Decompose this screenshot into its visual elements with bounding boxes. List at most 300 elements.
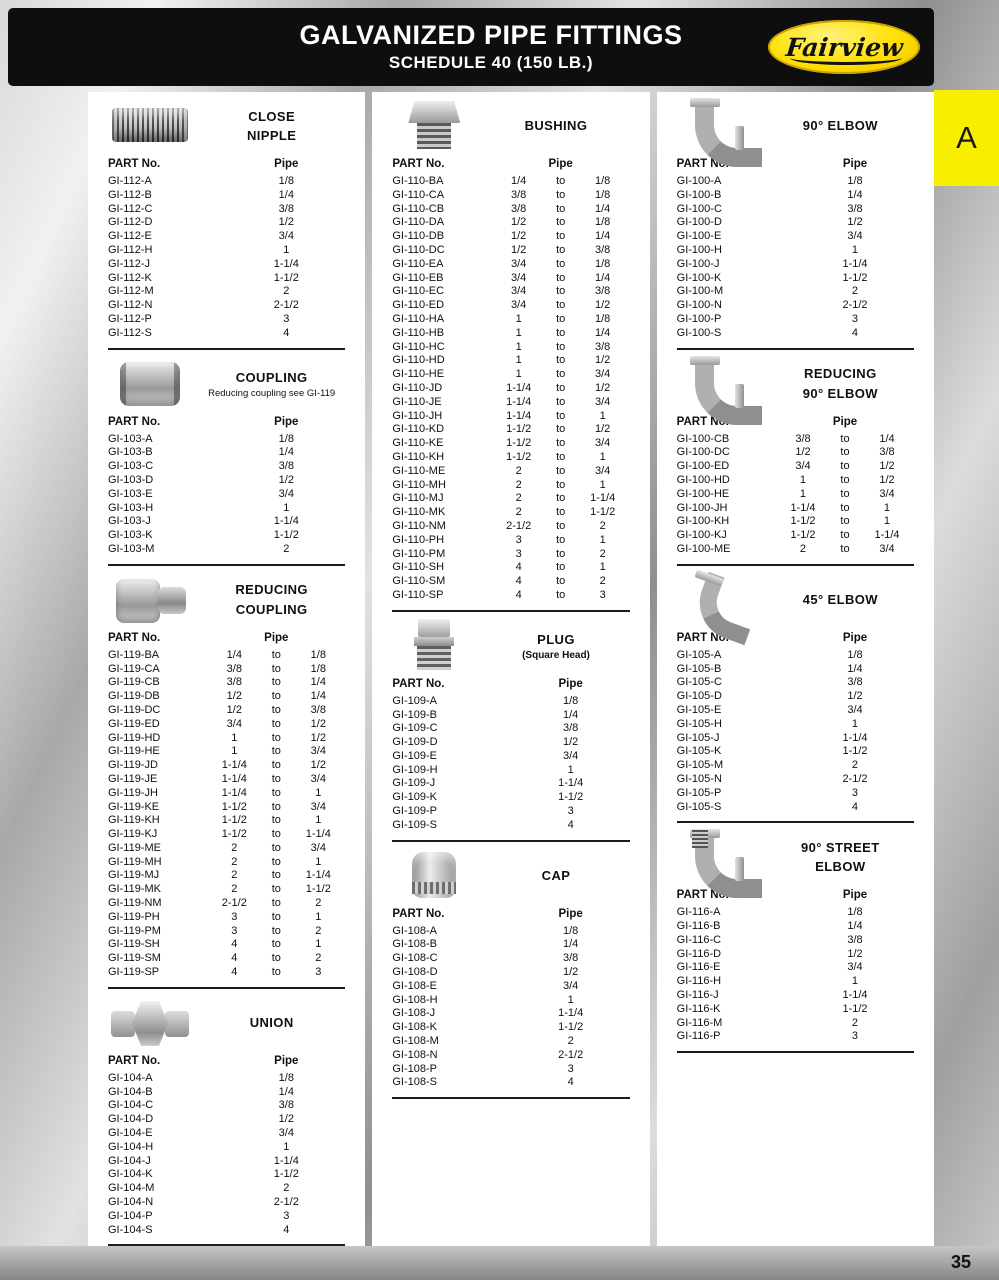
pipe-size-from: 3/4 [795,460,811,473]
pipe-size: 2-1/2 [842,772,868,785]
45-elbow-photo [677,572,761,628]
table-row [108,814,345,828]
range-joiner: to [271,924,281,937]
part-number: GI-105-N [676,772,722,785]
table-row [108,856,345,870]
part-number: GI-119-KH [108,814,160,827]
photo-art [735,384,744,408]
pipe-size-from: 2 [231,883,238,896]
table-row [392,285,629,299]
part-number: GI-119-MK [108,883,161,896]
range-joiner: to [840,487,850,500]
section-90-street-elbow [657,829,934,1053]
index-tab-a: A [934,90,999,186]
part-number: GI-108-H [392,993,438,1006]
pipe-size: 2 [851,285,859,298]
table-row [677,948,914,962]
pipe-size-to: 1 [315,855,322,868]
table-row [108,1127,345,1141]
part-number: GI-104-A [108,1071,153,1084]
pipe-size-to: 1-1/4 [874,529,900,542]
part-number: GI-104-K [108,1168,153,1181]
part-number: GI-105-A [676,648,722,661]
90-street-elbow-titlebox [767,838,914,877]
pipe-size-from: 2-1/2 [221,897,247,910]
table-row [392,589,629,603]
section-title [767,116,914,136]
table-row [677,704,914,718]
part-number: GI-108-P [392,1062,437,1075]
table-row [677,934,914,948]
table-row [108,773,345,787]
pipe-size: 2-1/2 [558,1048,584,1061]
table-row [392,1076,629,1090]
table-row [108,1113,345,1127]
pipe-size: 1 [283,243,290,256]
pipe-size: 3 [851,786,859,799]
pipe-size: 1/8 [847,906,863,919]
part-number: GI-119-DC [108,703,161,716]
pipe-size: 4 [283,326,290,339]
part-number: GI-110-HE [392,368,445,381]
pipe-col-header: Pipe [842,631,868,644]
table-row [677,543,914,557]
part-number: GI-119-KJ [108,828,158,841]
section-divider [392,610,629,612]
table-row [677,189,914,203]
pipe-size-from: 3/8 [511,188,527,201]
pipe-size: 1-1/4 [558,777,584,790]
table-row [677,244,914,258]
pipe-col-header: Pipe [832,415,858,428]
section-45-elbow [657,572,934,824]
pipe-size-to: 1/2 [310,717,326,730]
coupling-head [108,356,345,412]
table-row [392,382,629,396]
pipe-size-to: 1/8 [595,257,611,270]
table-row [677,327,914,341]
section-plug [372,618,649,842]
pipe-size-from: 1-1/2 [506,423,532,436]
part-col-header: PART No. [108,415,161,428]
pipe-size-from: 1-1/4 [506,381,532,394]
45-elbow-titlebox [767,590,914,610]
table-row [392,819,629,833]
pipe-size: 1/4 [278,188,294,201]
part-number: GI-110-NM [392,519,446,532]
part-number: GI-119-CA [108,662,160,675]
reducing-coupling-table [108,631,345,980]
column-3 [657,92,934,1246]
part-number: GI-116-P [676,1030,721,1043]
part-number: GI-105-D [676,690,722,703]
table-row [677,502,914,516]
table-row [108,704,345,718]
table-row [108,515,345,529]
bushing-table [392,157,629,603]
range-joiner: to [556,299,566,312]
range-joiner: to [556,271,566,284]
part-col-header: PART No. [392,677,445,690]
section-divider [392,840,629,842]
table-row [392,1035,629,1049]
pipe-size: 3/8 [847,676,863,689]
part-col-header: PART No. [392,158,445,170]
pipe-size: 1-1/4 [273,515,299,528]
part-number: GI-119-ME [108,841,161,854]
part-number: GI-119-BA [108,648,160,661]
pipe-size-to: 3/4 [595,464,611,477]
range-joiner: to [271,869,281,882]
content-columns [88,92,934,1246]
pipe-size-from: 1 [231,731,238,744]
pipe-size-from: 3/4 [511,271,527,284]
pipe-size-from: 4 [515,575,522,588]
part-number: GI-109-H [392,763,438,776]
table-row [392,423,629,437]
range-joiner: to [556,340,566,353]
range-joiner: to [271,855,281,868]
table-row [392,175,629,189]
section-title [198,368,345,388]
range-joiner: to [556,368,566,381]
reducing-90-elbow-photo [677,356,761,412]
pipe-col-header: Pipe [274,1054,299,1067]
pipe-size-from: 4 [231,966,238,979]
part-col-header: PART No. [108,1054,161,1067]
section-divider [677,821,914,823]
table-row [108,842,345,856]
table-row [108,911,345,925]
table-row [108,1196,345,1210]
section-cap [372,848,649,1100]
section-title-line: REDUCING [804,366,877,382]
pipe-size-to: 2 [315,952,322,965]
reducing-coupling-photo [108,572,192,628]
part-number: GI-110-MJ [392,492,444,505]
range-joiner: to [271,731,281,744]
pipe-size-from: 1/2 [511,243,527,256]
pipe-size-from: 1-1/2 [790,515,816,528]
pipe-size: 1/4 [847,662,863,675]
part-number: GI-110-DC [392,243,445,256]
pipe-size-from: 1/4 [226,648,242,661]
range-joiner: to [556,216,566,229]
pipe-size: 2-1/2 [842,299,868,312]
table-row [108,718,345,732]
part-number: GI-105-E [676,703,722,716]
pipe-size: 1-1/2 [273,529,299,542]
pipe-size-from: 3 [515,533,522,546]
photo-art [120,362,180,406]
part-number: GI-104-N [108,1196,154,1209]
pipe-size: 2 [283,1182,290,1195]
part-number: GI-116-A [676,906,721,919]
union-table [108,1054,345,1238]
part-number: GI-100-ME [676,542,731,555]
pipe-size-from: 1-1/2 [506,437,532,450]
range-joiner: to [556,533,566,546]
range-joiner: to [271,828,281,841]
pipe-size-from: 1-1/4 [221,759,247,772]
pipe-size: 1-1/2 [558,1021,584,1034]
pipe-size: 1-1/4 [273,257,299,270]
table-row [677,230,914,244]
table-row [677,446,914,460]
pipe-size-to: 1-1/4 [305,869,331,882]
range-joiner: to [556,230,566,243]
table-row [108,189,345,203]
pipe-size-to: 2 [315,897,322,910]
section-title-line: 90° ELBOW [802,385,878,401]
part-number: GI-110-HC [392,340,445,353]
pipe-size-from: 2 [515,506,522,519]
range-joiner: to [556,464,566,477]
table-header-row [392,907,629,922]
part-number: GI-119-JD [108,759,158,772]
bushing-photo [392,98,476,154]
table-row [677,663,914,677]
part-number: GI-119-SP [108,966,160,979]
range-joiner: to [556,506,566,519]
part-number: GI-110-ED [392,299,445,312]
photo-art [412,882,456,894]
table-row [677,1017,914,1031]
part-number: GI-108-S [392,1076,437,1089]
part-number: GI-109-K [392,791,437,804]
pipe-size-from: 3 [231,910,238,923]
table-row [677,690,914,704]
pipe-size: 1/4 [278,1085,294,1098]
pipe-size: 1/2 [847,690,863,703]
table-row [392,938,629,952]
section-title-line: REDUCING [235,582,308,598]
pipe-size-from: 3/4 [511,285,527,298]
part-number: GI-116-C [676,933,722,946]
part-number: GI-103-C [108,460,154,473]
pipe-size: 3/4 [563,979,579,992]
range-joiner: to [840,473,850,486]
table-row [392,230,629,244]
part-number: GI-110-JD [392,381,443,394]
section-title [767,838,914,877]
close-nipple-table [108,157,345,341]
pipe-size-from: 2 [515,478,522,491]
pipe-size: 1-1/4 [273,1154,299,1167]
table-row [677,175,914,189]
table-row [392,750,629,764]
part-number: GI-104-J [108,1154,151,1167]
pipe-size-from: 1 [799,487,807,500]
45-elbow-table [677,631,914,815]
pipe-size-from: 2 [799,542,807,555]
part-col-header: PART No. [108,158,161,170]
bottom-strip [0,1246,999,1280]
pipe-size-from: 1 [515,354,522,367]
pipe-size: 1-1/2 [842,271,868,284]
cap-photo [392,848,476,904]
range-joiner: to [271,938,281,951]
coupling-photo [108,356,192,412]
part-number: GI-100-HE [676,487,730,500]
range-joiner: to [556,437,566,450]
photo-art [112,108,188,142]
range-joiner: to [271,910,281,923]
table-row [392,272,629,286]
range-joiner: to [556,588,566,601]
photo-art [692,830,708,848]
table-row [392,1007,629,1021]
table-row [108,175,345,189]
part-number: GI-110-DB [392,230,445,243]
photo-art [158,587,186,614]
section-90-elbow [657,98,934,350]
table-header-row [392,677,629,692]
pipe-size: 4 [851,326,859,339]
pipe-size: 1/4 [563,708,579,721]
table-row [108,313,345,327]
range-joiner: to [271,662,281,675]
table-row [108,690,345,704]
part-number: GI-112-S [108,326,152,339]
range-joiner: to [556,561,566,574]
part-number: GI-112-P [108,312,152,325]
pipe-size: 1-1/2 [273,271,299,284]
logo-underline-swoosh [790,55,902,65]
table-row [677,920,914,934]
table-row [392,994,629,1008]
bushing-titlebox [482,116,629,136]
table-row [677,801,914,815]
pipe-size-to: 1/8 [310,648,326,661]
pipe-size-to: 1 [315,938,322,951]
table-header-row [677,631,914,646]
table-row [108,938,345,952]
range-joiner: to [271,814,281,827]
pipe-size-to: 3/4 [879,542,895,555]
section-title [198,580,345,619]
section-title-line: UNION [249,1015,294,1031]
pipe-size-from: 1 [515,340,522,353]
range-joiner: to [271,841,281,854]
table-row [108,828,345,842]
table-row [392,709,629,723]
table-row [392,299,629,313]
photo-art [417,123,451,149]
pipe-size: 1/4 [847,188,863,201]
part-number: GI-119-KE [108,800,160,813]
table-row [392,506,629,520]
table-row [108,966,345,980]
table-header-row [108,157,345,172]
pipe-size-to: 3/8 [595,285,611,298]
pipe-size-from: 1-1/2 [221,800,247,813]
pipe-size-to: 1/4 [879,432,895,445]
pipe-size: 3/8 [563,952,579,965]
table-row [677,474,914,488]
part-number: GI-110-DA [392,216,445,229]
table-row [392,722,629,736]
page-subtitle: SCHEDULE 40 (150 LB.) [388,53,594,72]
part-number: GI-110-KH [392,450,445,463]
pipe-size-to: 1/4 [595,326,611,339]
fairview-logo-text: Fairview [784,32,904,62]
pipe-size: 3/8 [563,722,579,735]
part-number: GI-119-HD [108,731,161,744]
table-row [108,1210,345,1224]
pipe-size: 1/8 [278,432,294,445]
part-number: GI-119-MJ [108,869,160,882]
table-row [392,203,629,217]
part-number: GI-104-C [108,1099,154,1112]
pipe-size-to: 1/4 [595,202,611,215]
table-row [392,736,629,750]
part-number: GI-116-H [676,975,722,988]
pipe-size-from: 1-1/4 [506,409,532,422]
table-row [108,258,345,272]
pipe-size-to: 3/4 [310,841,326,854]
table-row [677,773,914,787]
part-number: GI-100-ED [676,460,730,473]
pipe-size: 1/8 [278,1071,294,1084]
part-number: GI-119-JH [108,786,158,799]
range-joiner: to [840,432,850,445]
table-row [392,1063,629,1077]
table-row [108,474,345,488]
part-number: GI-110-EC [392,285,445,298]
part-number: GI-100-H [676,243,722,256]
pipe-col-header: Pipe [548,158,573,170]
pipe-size: 2-1/2 [273,299,299,312]
section-close-nipple [88,98,365,350]
range-joiner: to [556,547,566,560]
part-number: GI-100-P [676,312,722,325]
table-row [108,869,345,883]
table-row [392,805,629,819]
table-row [392,410,629,424]
table-row [108,897,345,911]
90-elbow-photo [677,98,761,154]
range-joiner: to [556,575,566,588]
table-row [392,244,629,258]
pipe-size-from: 1/2 [511,216,527,229]
part-number: GI-103-K [108,529,153,542]
reducing-90-elbow-titlebox [767,364,914,403]
table-row [392,534,629,548]
table-row [392,548,629,562]
part-number: GI-110-JH [392,409,443,422]
pipe-size-to: 1/4 [595,271,611,284]
part-number: GI-108-M [392,1035,439,1048]
pipe-size-to: 1 [599,533,606,546]
close-nipple-titlebox [198,107,345,146]
pipe-size-to: 1-1/2 [305,883,331,896]
part-number: GI-105-C [676,676,722,689]
table-row [677,1003,914,1017]
pipe-size-to: 1/2 [879,473,895,486]
column-2 [372,92,649,1246]
pipe-size-to: 1-1/4 [590,492,616,505]
table-row [108,801,345,815]
part-col-header: PART No. [676,631,729,644]
section-title-line: COUPLING [235,369,308,385]
section-divider [677,348,914,350]
table-row [392,313,629,327]
pipe-col-header: Pipe [842,158,868,170]
range-joiner: to [271,897,281,910]
section-title [767,364,914,403]
pipe-size-from: 1 [515,368,522,381]
